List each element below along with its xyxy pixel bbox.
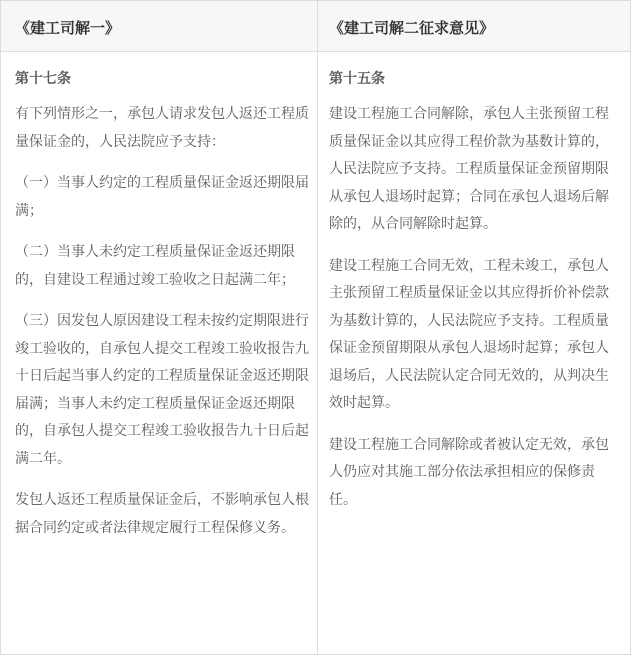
left-paragraph: 发包人返还工程质量保证金后，不影响承包人根据合同约定或者法律规定履行工程保修义务。	[15, 492, 309, 536]
right-paragraph: 建设工程施工合同无效，工程未竣工，承包人主张预留工程质量保证金以其应得折价补偿款为基数计算的，人民法院应予支持。工程质量保证金预留期限从承包人退场时起算；承包人退场后，人民法院认定合同无效的，从判决生效时起算。	[329, 257, 609, 411]
header-left-title: 《建工司解一》	[15, 19, 121, 37]
left-paragraph: （二）当事人未约定工程质量保证金返还期限的，自建设工程通过竣工验收之日起满二年；	[15, 244, 295, 288]
right-article-number: 第十五条	[329, 71, 385, 87]
right-paragraph: 建设工程施工合同解除或者被认定无效，承包人仍应对其施工部分依法承担相应的保修责任。	[329, 436, 609, 508]
left-column	[15, 67, 311, 556]
left-paragraph: 有下列情形之一，承包人请求发包人返还工程质量保证金的，人民法院应予支持：	[15, 106, 309, 150]
left-paragraph: （一）当事人约定的工程质量保证金返还期限届满；	[15, 175, 309, 219]
right-paragraph: 建设工程施工合同解除，承包人主张预留工程质量保证金以其应得工程价款为基数计算的，人民法院应予支持。工程质量保证金预留期限从承包人退场时起算；合同在承包人退场后解除的，从合同解除时起算。	[329, 106, 609, 232]
column-divider	[317, 1, 318, 654]
left-article-number: 第十七条	[15, 71, 71, 87]
header-right-title: 《建工司解二征求意见》	[329, 19, 495, 37]
left-paragraph: （三）因发包人原因建设工程未按约定期限进行竣工验收的，自承包人提交工程竣工验收报告九十日后起当事人约定的工程质量保证金返还期限届满；当事人未约定工程质量保证金返还期限的，自承包人提交工程竣工验收报告九十日后起满二年。	[15, 313, 309, 467]
right-column	[329, 67, 619, 528]
table-header-row	[1, 1, 630, 52]
